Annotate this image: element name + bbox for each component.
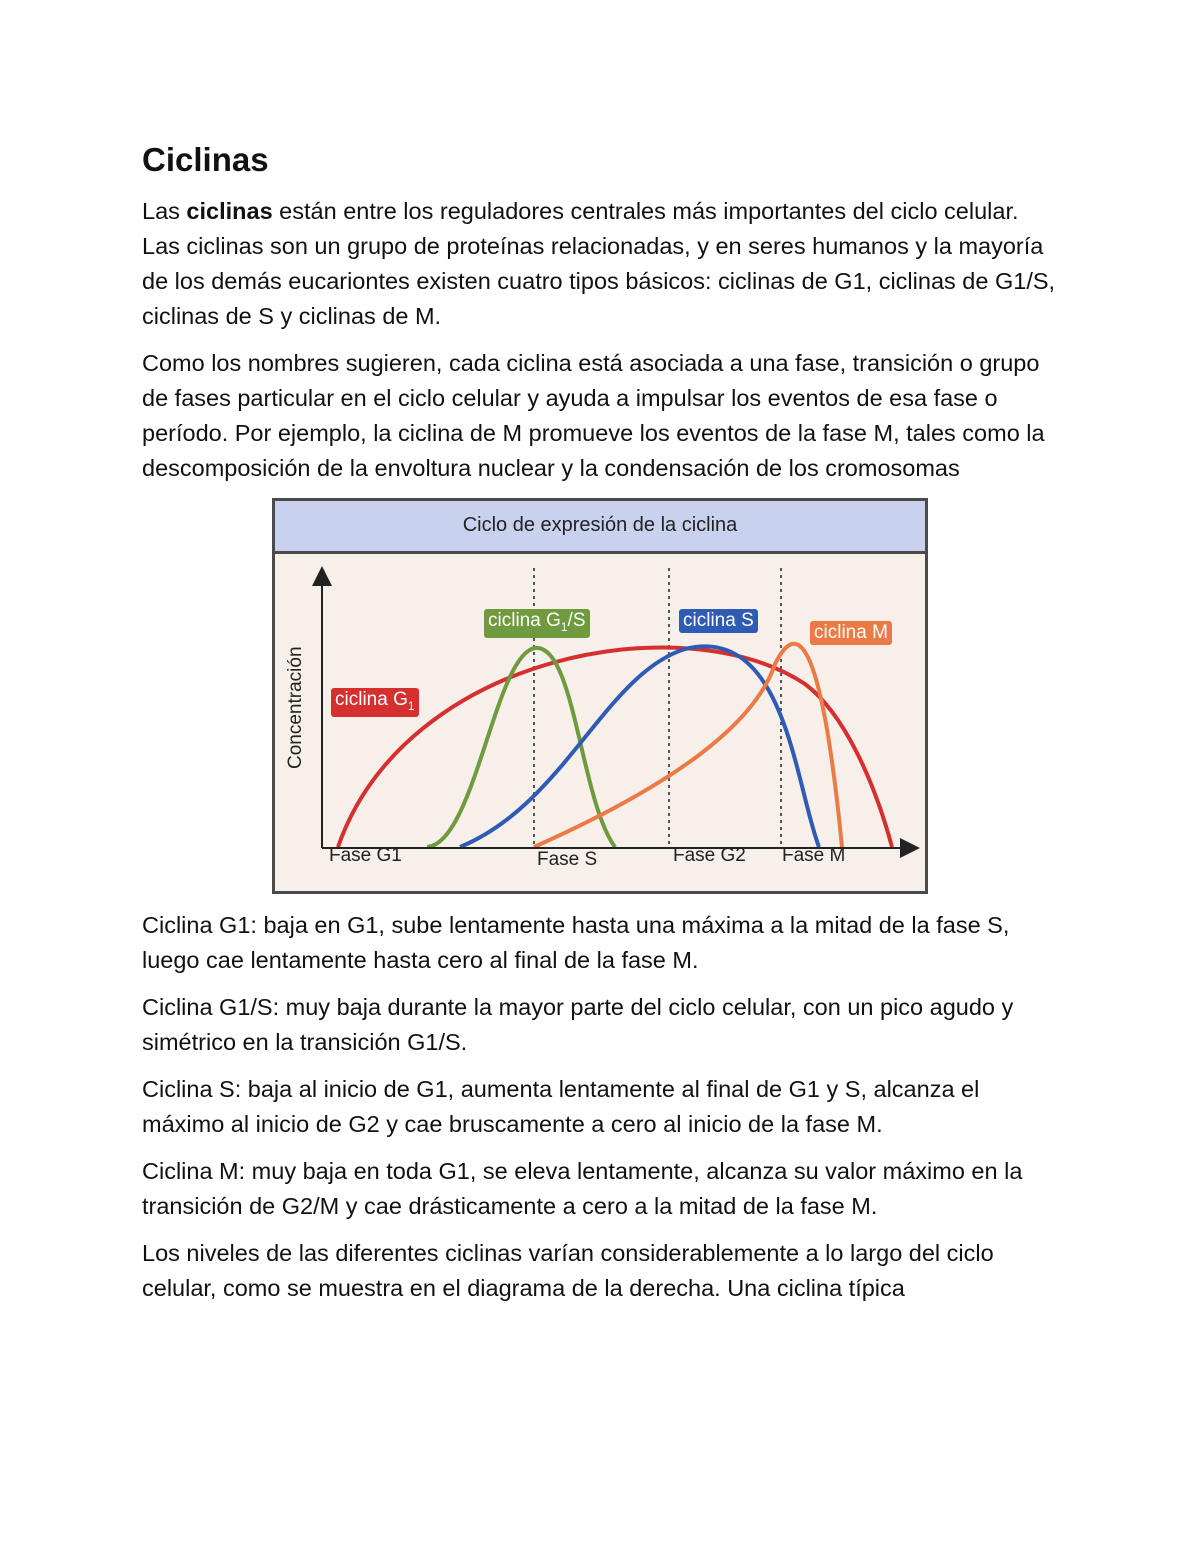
label-cyclin-g1s: [484, 609, 590, 639]
label-cyclin-g1-sub: 1: [407, 698, 415, 713]
cyclin-diagram: [275, 554, 925, 894]
document-page: [142, 140, 1062, 1318]
label-cyclin-g1s-sub: 1: [560, 619, 568, 634]
phase-label-g2: Fase G2: [673, 844, 746, 866]
names-paragraph: Como los nombres sugieren, cada ciclina está asociada a una fase, transición o grupo de fases particular en el ciclo celular y ayuda a impulsar los eventos de esa fase o período. Por ejemplo, la ciclina de M promueve los eventos de la fase M, tales como la descomposición de la envoltura nuclear y la condensación de los cromosomas: [142, 349, 1045, 481]
label-cyclin-g1: [331, 688, 419, 718]
figure-title: Ciclo de expresión de la ciclina: [275, 501, 925, 554]
m-description: Ciclina M: muy baja en toda G1, se eleva lentamente, alcanza su valor máximo en la transición de G2/M y cae drásticamente a cero a la mitad de la fase M.: [142, 1157, 1023, 1219]
g1s-description: Ciclina G1/S: muy baja durante la mayor parte del ciclo celular, con un pico agudo y simétrico en la transición G1/S.: [142, 993, 1014, 1055]
label-cyclin-s: [679, 609, 758, 633]
cyclin-figure: [272, 498, 928, 894]
label-cyclin-s-text: ciclina S: [683, 609, 754, 631]
label-cyclin-m-text: ciclina M: [814, 621, 888, 643]
phase-label-s: Fase S: [537, 848, 598, 870]
page-title: Ciclinas: [142, 141, 269, 178]
levels-paragraph: Los niveles de las diferentes ciclinas varían considerablemente a lo largo del ciclo celular, como se muestra en el diagrama de la derecha. Una ciclina típica: [142, 1239, 994, 1301]
intro-pre: Las: [142, 197, 187, 224]
intro-paragraph: [142, 194, 1062, 334]
y-axis-label: Concentración: [285, 646, 306, 769]
label-cyclin-m: [810, 621, 892, 645]
phase-label-m: Fase M: [782, 844, 846, 866]
label-cyclin-g1s-suffix: /S: [567, 609, 586, 631]
label-cyclin-g1s-text: ciclina G: [488, 609, 561, 631]
curve-cyclin-g1s: [427, 648, 615, 847]
g1-description: Ciclina G1: baja en G1, sube lentamente hasta una máxima a la mitad de la fase S, luego cae lentamente hasta cero al final de la fase M.: [142, 911, 1010, 973]
s-description: Ciclina S: baja al inicio de G1, aumenta lentamente al final de G1 y S, alcanza el máximo al inicio de G2 y cae bruscamente a cero al inicio de la fase M.: [142, 1075, 980, 1137]
phase-label-g1: Fase G1: [329, 844, 402, 866]
label-cyclin-g1-text: ciclina G: [335, 688, 408, 710]
intro-post: están entre los reguladores centrales más importantes del ciclo celular. Las ciclinas son un grupo de proteínas relacionadas, y en seres humanos y la mayoría de los demás eucariontes existen cuatro tipos básicos: ciclinas de G1, ciclinas de G1/S, ciclinas de S y ciclinas de M.: [142, 197, 1056, 329]
intro-bold-term: ciclinas: [186, 197, 273, 224]
